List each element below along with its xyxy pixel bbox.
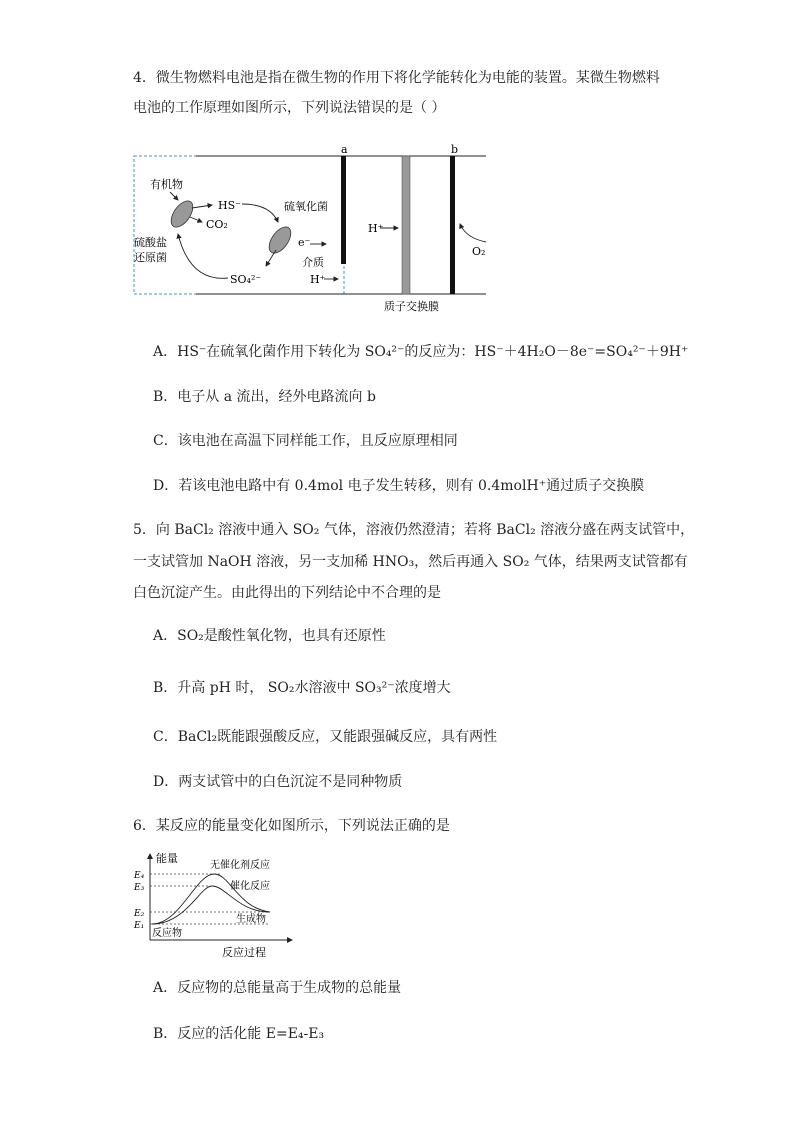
label-o2: O₂ bbox=[472, 245, 486, 258]
q4-option-c[interactable]: C．该电池在高温下同样能工作，且反应原理相同 bbox=[153, 433, 458, 449]
label-e2: E₂ bbox=[134, 909, 145, 919]
label-sulfate-reducer-2: 还原菌 bbox=[134, 251, 167, 264]
q5-option-b[interactable]: B．升高 pH 时， SO₂水溶液中 SO₃²⁻浓度增大 bbox=[153, 680, 451, 696]
label-uncatalyzed: 无催化剂反应 bbox=[210, 860, 270, 871]
label-product: 生成物 bbox=[236, 914, 266, 925]
q4-option-b[interactable]: B．电子从 a 流出，经外电路流向 b bbox=[153, 389, 376, 405]
q4-option-d[interactable]: D．若该电池电路中有 0.4mol 电子发生转移，则有 0.4molH⁺通过质子交换膜 bbox=[153, 478, 645, 494]
arrow-to-hs bbox=[192, 205, 212, 208]
label-e4: E₄ bbox=[134, 871, 145, 881]
label-co2: CO₂ bbox=[206, 218, 228, 231]
label-h-plus-mid: H⁺ bbox=[368, 222, 384, 235]
label-electron: e⁻ bbox=[298, 236, 311, 249]
q5-option-c[interactable]: C．BaCl₂既能跟强酸反应，又能跟强碱反应，具有两性 bbox=[153, 729, 498, 745]
label-so4: SO₄²⁻ bbox=[230, 273, 262, 286]
q5-stem-line1: 5．向 BaCl₂ 溶液中通入 SO₂ 气体，溶液仍然澄清；若将 BaCl₂ 溶液分盛在两支试管中， bbox=[133, 522, 695, 538]
electrode-b-label: b bbox=[451, 143, 459, 156]
electrode-b bbox=[450, 156, 455, 294]
q6-stem-line1: 6．某反应的能量变化如图所示，下列说法正确的是 bbox=[133, 818, 450, 834]
electrode-a-label: a bbox=[341, 143, 348, 156]
sulfate-reducing-bacteria bbox=[167, 197, 197, 231]
x-axis-label: 反应过程 bbox=[222, 946, 266, 959]
q4-stem-line2: 电池的工作原理如图所示，下列说法错误的是（ ） bbox=[133, 100, 446, 116]
label-membrane: 质子交换膜 bbox=[384, 300, 439, 313]
q4-stem-line1: 4．微生物燃料电池是指在微生物的作用下将化学能转化为电能的装置。某微生物燃料 bbox=[133, 70, 660, 86]
fuel-cell-diagram bbox=[130, 142, 490, 317]
q5-stem-line3: 白色沉淀产生。由此得出的下列结论中不合理的是 bbox=[133, 585, 441, 601]
label-organic: 有机物 bbox=[150, 178, 183, 191]
sulfur-oxidizing-bacteria bbox=[265, 223, 295, 257]
label-e3: E₃ bbox=[134, 883, 145, 893]
arrow-to-co2 bbox=[190, 217, 202, 222]
label-sulfur-oxidizer: 硫氧化菌 bbox=[284, 200, 328, 213]
proton-exchange-membrane bbox=[402, 156, 410, 294]
y-axis-label: 能量 bbox=[156, 852, 178, 865]
arrow-hs-to-oxidizer bbox=[242, 204, 278, 222]
electrode-a bbox=[341, 156, 346, 264]
q6-option-b[interactable]: B．反应的活化能 E=E₄-E₃ bbox=[153, 1026, 325, 1042]
label-medium: 介质 bbox=[302, 256, 324, 269]
q5-option-a[interactable]: A．SO₂是酸性氧化物，也具有还原性 bbox=[153, 628, 386, 644]
arrow-so4-return bbox=[178, 234, 228, 278]
arrow-organic bbox=[170, 192, 178, 200]
energy-diagram bbox=[130, 848, 300, 960]
q6-option-a[interactable]: A．反应物的总能量高于生成物的总能量 bbox=[153, 980, 402, 996]
label-h-plus-left: H⁺ bbox=[310, 273, 326, 286]
label-e1: E₁ bbox=[134, 921, 145, 931]
arrow-o2 bbox=[460, 224, 486, 242]
q5-stem-line2: 一支试管加 NaOH 溶液，另一支加稀 HNO₃，然后再通入 SO₂ 气体，结果两支试管都有 bbox=[133, 554, 688, 570]
label-reactant: 反应物 bbox=[152, 928, 182, 939]
label-sulfate-reducer-1: 硫酸盐 bbox=[134, 236, 167, 249]
q5-option-d[interactable]: D．两支试管中的白色沉淀不是同种物质 bbox=[153, 774, 403, 790]
label-catalyzed: 催化反应 bbox=[230, 881, 270, 892]
label-hs: HS⁻ bbox=[218, 199, 241, 212]
q4-option-a[interactable]: A．HS⁻在硫氧化菌作用下转化为 SO₄²⁻的反应为：HS⁻＋4H₂O－8e⁻=SO₄²⁻＋9H⁺ bbox=[153, 344, 689, 360]
